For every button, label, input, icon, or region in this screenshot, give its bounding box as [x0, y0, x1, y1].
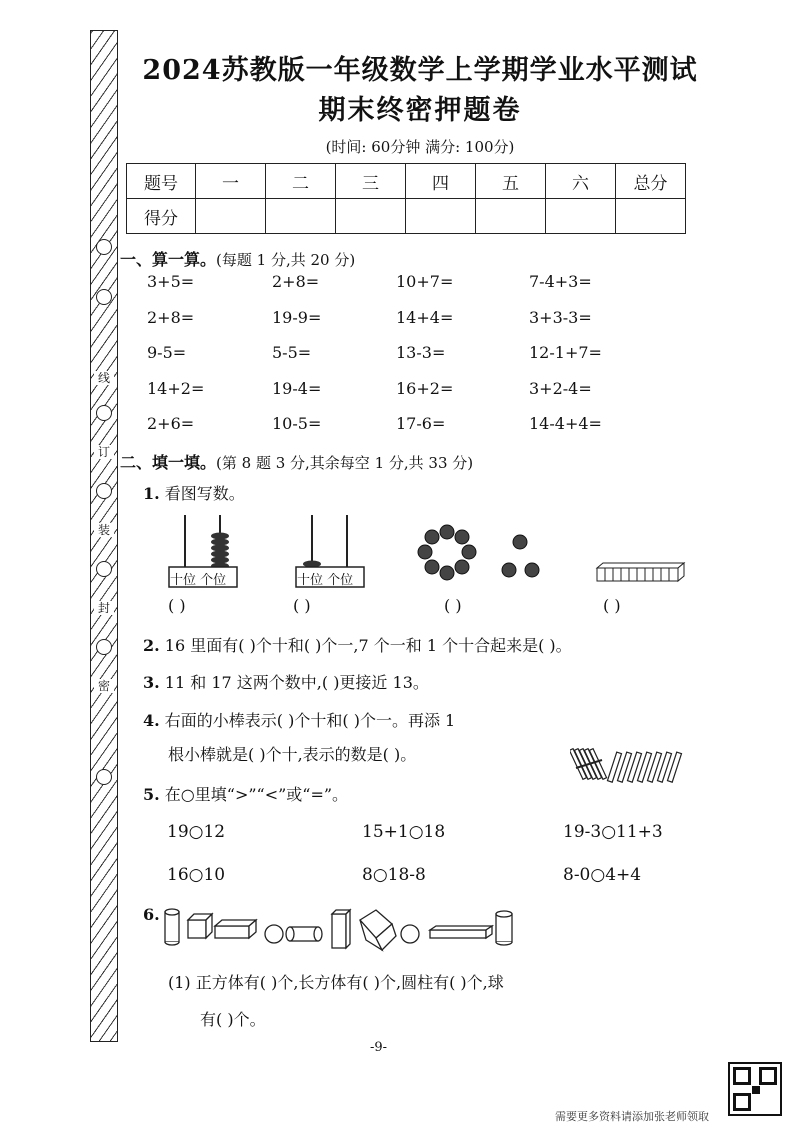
score-table	[126, 163, 686, 234]
score-cell: 题号	[127, 164, 196, 199]
binding-hole	[96, 289, 112, 305]
score-cell: 二	[266, 164, 336, 199]
calc-item[interactable]: 17-6=	[396, 414, 446, 433]
page-number: -9-	[370, 1040, 388, 1055]
compare-item[interactable]: 15+1○18	[362, 822, 446, 842]
calc-item[interactable]: 13-3=	[396, 343, 446, 362]
section1-note: (每题 1 分,共 20 分)	[216, 251, 356, 269]
binding-hole	[96, 639, 112, 655]
solids-figure	[160, 902, 520, 954]
q1	[143, 481, 245, 504]
score-table-header-row	[127, 164, 686, 199]
calc-item[interactable]: 14-4+4=	[529, 414, 602, 433]
compare-item[interactable]: 16○10	[167, 865, 226, 885]
q6	[143, 905, 160, 924]
binding-hole	[96, 483, 112, 499]
footer-note: 需要更多资料请添加张老师领取	[555, 1110, 709, 1123]
q6-line1[interactable]: (1) 正方体有( )个,长方体有( )个,圆柱有( )个,球	[168, 973, 504, 992]
calc-item[interactable]: 2+8=	[272, 272, 320, 291]
q4-number: 4.	[143, 711, 160, 730]
sticks-figure	[570, 738, 690, 786]
calc-item[interactable]: 2+6=	[147, 414, 195, 433]
answer-blank[interactable]: ( )	[444, 596, 462, 615]
section2-heading	[120, 450, 473, 473]
section2-title: 二、填一填。	[120, 453, 217, 472]
q1-text: 看图写数。	[164, 484, 245, 503]
score-cell: 四	[406, 164, 476, 199]
q2-text[interactable]: 16 里面有( )个十和( )个一,7 个一和 1 个十合起来是( )。	[164, 636, 572, 655]
q3	[143, 670, 429, 693]
calc-item[interactable]: 7-4+3=	[529, 272, 592, 291]
abacus-label: 十位 个位	[297, 573, 354, 588]
calc-item[interactable]: 9-5=	[147, 343, 187, 362]
binding-hole	[96, 239, 112, 255]
calc-item[interactable]: 3+3-3=	[529, 307, 592, 327]
calc-item[interactable]: 10-5=	[272, 414, 322, 433]
score-cell: 三	[336, 164, 406, 199]
score-input-cell[interactable]	[616, 199, 686, 234]
calc-item[interactable]: 14+4=	[396, 307, 454, 327]
abacus-label: 十位 个位	[170, 573, 227, 588]
q4	[143, 708, 455, 731]
q6-number: 6.	[143, 905, 160, 924]
qr-code	[728, 1062, 782, 1116]
q3-text[interactable]: 11 和 17 这两个数中,( )更接近 13。	[164, 673, 429, 692]
q1-number: 1.	[143, 484, 160, 503]
binding-hole	[96, 405, 112, 421]
score-input-cell[interactable]	[196, 199, 266, 234]
cube-bar-figure	[594, 562, 690, 584]
compare-item[interactable]: 19○12	[167, 822, 226, 842]
q5-number: 5.	[143, 785, 160, 804]
calc-item[interactable]: 3+2-4=	[529, 378, 592, 398]
calc-item[interactable]: 16+2=	[396, 378, 454, 398]
binding-char: 线	[94, 371, 114, 385]
page-subtitle: 期末终密押题卷	[318, 95, 522, 126]
section1-title: 一、算一算。	[120, 250, 217, 269]
score-cell: 一	[196, 164, 266, 199]
calc-item[interactable]: 12-1+7=	[529, 343, 602, 362]
answer-blank[interactable]: ( )	[603, 596, 621, 615]
binding-char: 订	[94, 445, 114, 459]
calc-item[interactable]: 3+5=	[147, 272, 195, 291]
calc-item[interactable]: 10+7=	[396, 272, 454, 291]
binding-char: 装	[94, 523, 114, 537]
score-input-cell[interactable]	[406, 199, 476, 234]
binding-char: 密	[94, 679, 114, 693]
binding-strip	[90, 30, 118, 1042]
calc-item[interactable]: 14+2=	[147, 378, 205, 398]
calc-item[interactable]: 19-4=	[272, 378, 322, 398]
q2	[143, 633, 572, 656]
binding-char: 封	[94, 601, 114, 615]
binding-hole	[96, 769, 112, 785]
q4-line1[interactable]: 右面的小棒表示( )个十和( )个一。再添 1	[164, 711, 456, 730]
calc-item[interactable]: 5-5=	[272, 343, 312, 362]
q5-text: 在○里填“>”“<”或“=”。	[164, 785, 349, 804]
answer-blank[interactable]: ( )	[293, 596, 311, 615]
score-input-cell[interactable]	[476, 199, 546, 234]
score-cell: 五	[476, 164, 546, 199]
score-input-cell[interactable]	[336, 199, 406, 234]
compare-item[interactable]: 8-0○4+4	[563, 865, 642, 885]
q3-number: 3.	[143, 673, 160, 692]
section2-note: (第 8 题 3 分,其余每空 1 分,共 33 分)	[216, 454, 474, 472]
score-cell: 得分	[127, 199, 196, 234]
binding-hole	[96, 561, 112, 577]
score-input-cell[interactable]	[546, 199, 616, 234]
score-cell: 六	[546, 164, 616, 199]
score-table-score-row	[127, 199, 686, 234]
q6-line2[interactable]: 有( )个。	[200, 1010, 266, 1029]
page-title: 2024苏教版一年级数学上学期学业水平测试	[142, 55, 698, 86]
q2-number: 2.	[143, 636, 160, 655]
compare-item[interactable]: 19-3○11+3	[563, 822, 663, 842]
score-input-cell[interactable]	[266, 199, 336, 234]
q4-line2[interactable]: 根小棒就是( )个十,表示的数是( )。	[168, 745, 417, 764]
exam-info: (时间: 60分钟 满分: 100分)	[325, 138, 515, 156]
section1-heading	[120, 247, 355, 270]
score-cell: 总分	[616, 164, 686, 199]
compare-item[interactable]: 8○18-8	[362, 865, 426, 885]
q5	[143, 782, 348, 805]
calc-item[interactable]: 19-9=	[272, 307, 322, 327]
dots-figure	[412, 522, 552, 592]
calc-item[interactable]: 2+8=	[147, 307, 195, 327]
answer-blank[interactable]: ( )	[168, 596, 186, 615]
